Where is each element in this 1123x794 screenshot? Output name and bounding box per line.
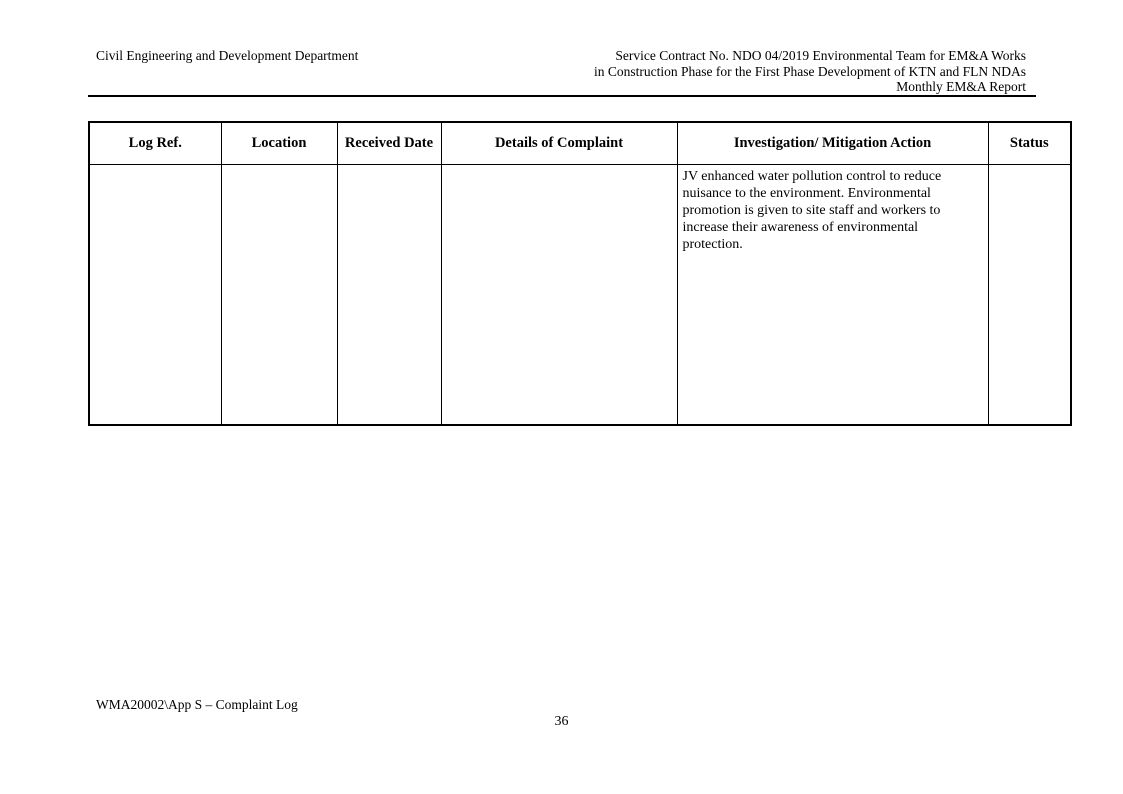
- col-header-status: Status: [988, 122, 1071, 164]
- col-header-received-date: Received Date: [337, 122, 441, 164]
- cell-investigation-mitigation-action: JV enhanced water pollution control to reduce nuisance to the environment. Environmental promotion is given to site staff and workers to increase their awareness of environmental protection.: [677, 164, 988, 425]
- page-number: 36: [554, 714, 569, 729]
- cell-log-ref: [89, 164, 221, 425]
- cell-location: [221, 164, 337, 425]
- contract-title-line-2: in Construction Phase for the First Phase Development of KTN and FLN NDAs: [594, 63, 1026, 79]
- department-title: Civil Engineering and Development Department: [96, 48, 359, 63]
- table-row: [89, 164, 1071, 425]
- cell-received-date: [337, 164, 441, 425]
- report-type-line: Monthly EM&A Report: [896, 79, 1026, 94]
- header-divider-rule: [88, 95, 1036, 97]
- table-header-row: [89, 122, 1071, 164]
- col-header-location: Location: [221, 122, 337, 164]
- contract-title-block: [594, 48, 1026, 95]
- complaint-log-table: [88, 121, 1072, 426]
- cell-status: [988, 164, 1071, 425]
- contract-title-line-1: Service Contract No. NDO 04/2019 Environmental Team for EM&A Works: [615, 48, 1026, 63]
- col-header-log-ref: Log Ref.: [89, 122, 221, 164]
- cell-details-of-complaint: [441, 164, 677, 425]
- col-header-investigation-mitigation-action: Investigation/ Mitigation Action: [677, 122, 988, 164]
- document-reference: WMA20002\App S – Complaint Log: [96, 697, 298, 712]
- col-header-details-of-complaint: Details of Complaint: [441, 122, 677, 164]
